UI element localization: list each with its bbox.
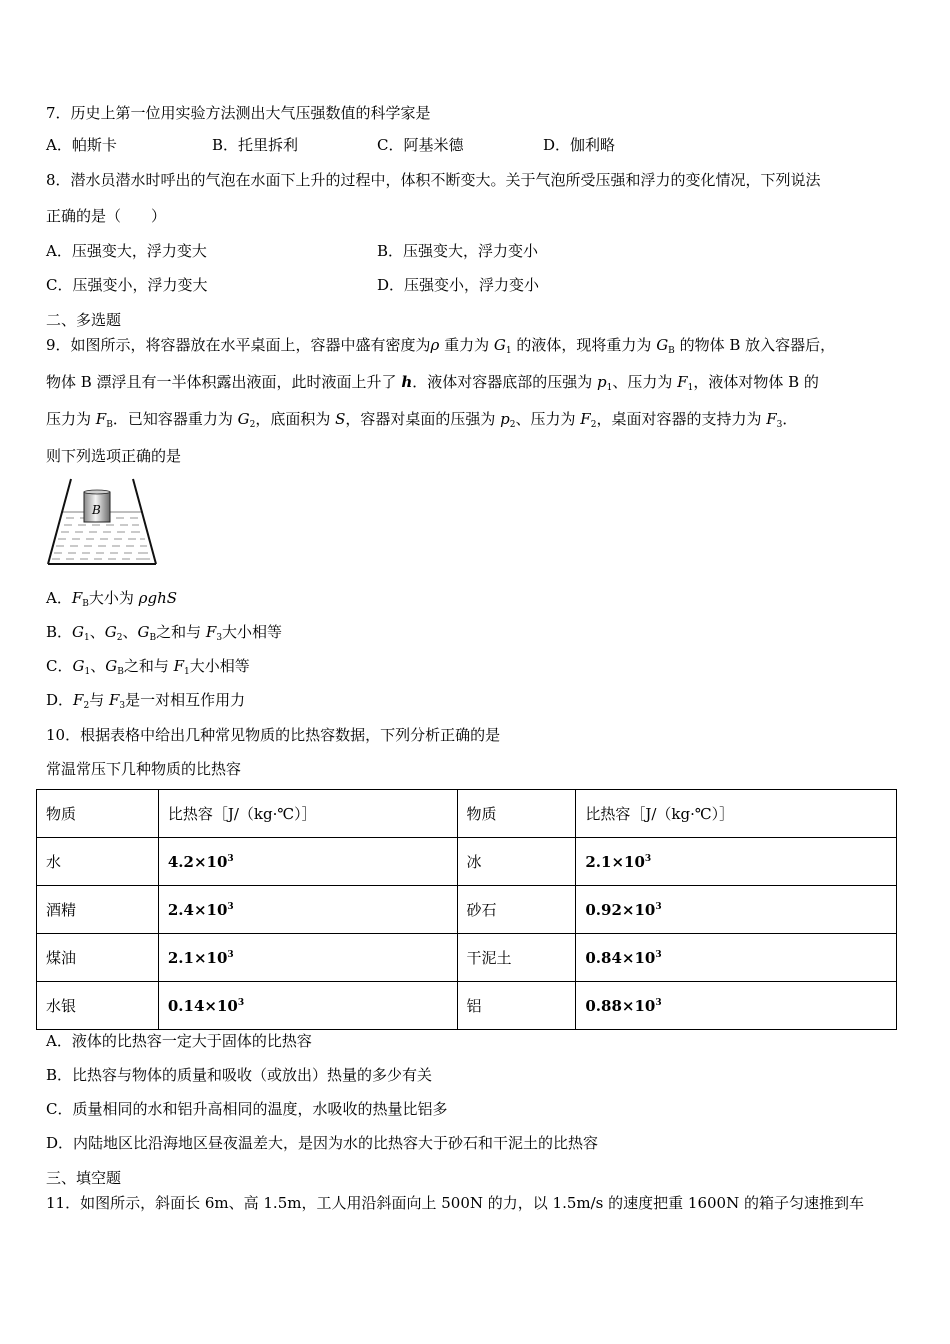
table-header-cell: 物质 [457,790,576,838]
table-row [37,934,897,982]
table-row [37,982,897,1030]
table-header-cell: 比热容［J/（kg·℃）］ [576,790,897,838]
section-heading-fill-blank: 三、填空题 [46,1169,122,1187]
q7-stem: 7．历史上第一位用实验方法测出大气压强数值的科学家是 [46,104,431,122]
specific-heat-table [36,789,897,1030]
material-cell: 酒精 [37,886,159,934]
material-cell: 干泥土 [457,934,576,982]
q11-stem: 11．如图所示，斜面长 6m、高 1.5m，工人用沿斜面向上 500N 的力，以 1.5m/s 的速度把重 1600N 的箱子匀速推到车 [46,1194,864,1212]
material-cell: 水 [37,838,159,886]
table-header-cell: 比热容［J/（kg·℃）］ [158,790,457,838]
table-header-cell: 物质 [37,790,159,838]
q10-option-b: B．比热容与物体的质量和吸收（或放出）热量的多少有关 [46,1066,433,1084]
q8-stem-line2: 正确的是（ ） [46,207,167,225]
q8-option-b: B．压强变大，浮力变小 [377,242,539,260]
q9-stem-line1: 9．如图所示，将容器放在水平桌面上，容器中盛有密度为ρ 重力为 $G_1$ 的液体，现将重力为 $G_B$ 的物体 B 放入容器后， [46,336,836,356]
value-cell: $0.88\times 10^3$ [576,982,897,1030]
q10-stem: 10．根据表格中给出几种常见物质的比热容数据，下列分析正确的是 [46,726,501,744]
material-cell: 铝 [457,982,576,1030]
value-cell: $2.4\times 10^3$ [158,886,457,934]
q9-stem-line2: 物体 B 漂浮且有一半体积露出液面，此时液面上升了 h．液体对容器底部的压强为 $p_1$、压力为 $F_1$，液体对物体 B 的 [46,373,819,393]
material-cell: 冰 [457,838,576,886]
value-cell: $2.1\times 10^3$ [576,838,897,886]
value-cell: $2.1\times 10^3$ [158,934,457,982]
table-row [37,886,897,934]
q8-option-c: C．压强变小，浮力变大 [46,276,208,294]
q9-option-c: C．$G_1$、$G_B$之和与 $F_1$大小相等 [46,657,250,677]
q7-option-c: C．阿基米德 [377,136,464,154]
block-b-label: B [92,503,101,517]
section-heading-multi-choice: 二、多选题 [46,311,122,329]
q7-option-a: A．帕斯卡 [46,136,117,154]
q9-option-d: D．$F_2$与 $F_3$是一对相互作用力 [46,691,246,711]
q9-container-figure [44,476,160,568]
material-cell: 水银 [37,982,159,1030]
q7-option-b: B．托里拆利 [212,136,299,154]
q7-option-d: D．伽利略 [543,136,616,154]
q10-table-caption: 常温常压下几种物质的比热容 [46,760,242,778]
q10-option-c: C．质量相同的水和铝升高相同的温度，水吸收的热量比铝多 [46,1100,448,1118]
q8-stem-line1: 8．潜水员潜水时呼出的气泡在水面下上升的过程中，体积不断变大。关于气泡所受压强和浮力的变化情况，下列说法 [46,171,821,189]
value-cell: $0.84\times 10^3$ [576,934,897,982]
table-header-row [37,790,897,838]
q9-option-b: B．$G_1$、$G_2$、$G_B$之和与 $F_3$大小相等 [46,623,283,643]
q9-stem-line4: 则下列选项正确的是 [46,447,182,465]
table-row [37,838,897,886]
value-cell: $4.2\times 10^3$ [158,838,457,886]
q10-option-a: A．液体的比热容一定大于固体的比热容 [46,1032,312,1050]
material-cell: 砂石 [457,886,576,934]
q8-option-d: D．压强变小，浮力变小 [377,276,540,294]
q9-stem-line3: 压力为 $F_B$．已知容器重力为 $G_2$，底面积为 S，容器对桌面的压强为 $p_2$、压力为 $F_2$，桌面对容器的支持力为 $F_3$． [46,410,798,430]
q8-option-a: A．压强变大，浮力变大 [46,242,207,260]
material-cell: 煤油 [37,934,159,982]
value-cell: $0.14\times 10^3$ [158,982,457,1030]
q9-option-a: A．$F_B$大小为 ρghS [46,589,178,609]
value-cell: $0.92\times 10^3$ [576,886,897,934]
q10-option-d: D．内陆地区比沿海地区昼夜温差大，是因为水的比热容大于砂石和干泥土的比热容 [46,1134,599,1152]
liquid-hatching [52,518,150,559]
